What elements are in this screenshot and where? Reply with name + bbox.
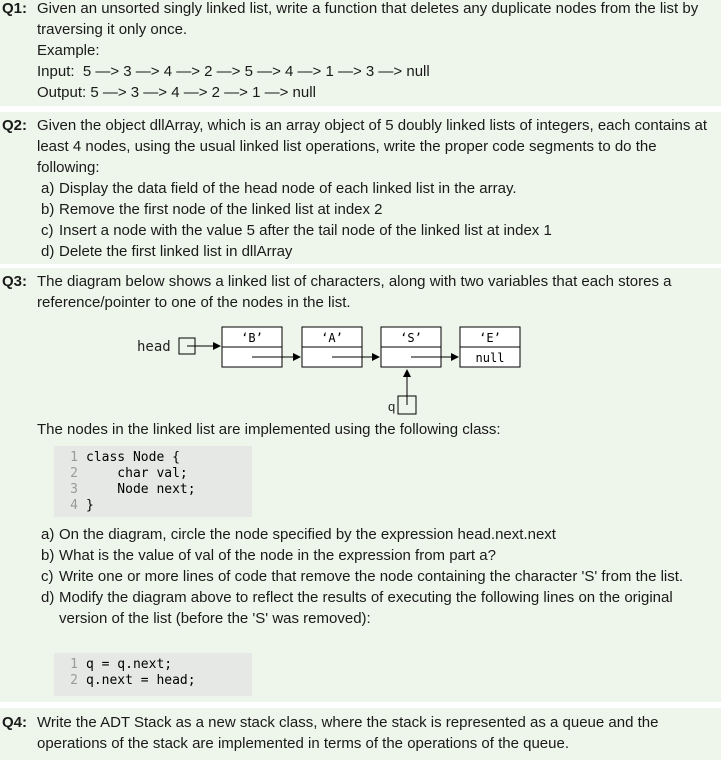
question-3 — [0, 268, 721, 702]
question-label: Q1: — [2, 0, 28, 17]
code-line: 4 } — [70, 498, 94, 513]
node-value: ‘E’ — [479, 331, 501, 345]
question-2 — [0, 112, 721, 264]
question-1 — [0, 0, 721, 106]
question-text: The diagram below shows a linked list of characters, along with two variables that each stores a reference/pointer to one of the nodes in the list. — [37, 273, 672, 311]
question-label: Q3: — [2, 273, 28, 290]
code-block-node-class — [54, 446, 252, 517]
list-node — [460, 327, 520, 367]
code-block-statements — [54, 653, 252, 696]
list-item: b) Remove the first node of the linked list at index 2 — [41, 201, 383, 218]
code-line: 2 q.next = head; — [70, 673, 196, 688]
list-item: c) Write one or more lines of code that remove the node containing the character 'S' from the list. — [41, 568, 684, 585]
list-node — [381, 327, 441, 367]
code-line: 1 class Node { — [70, 450, 180, 465]
question-text: Given the object dllArray, which is an array object of 5 doubly linked lists of integers, each contains at least 4 nodes, using the usual linked list operations, write the proper code segments to do the following: — [37, 117, 708, 176]
head-label: head — [137, 339, 171, 355]
example-label: Example: — [37, 42, 100, 59]
list-item: d) Delete the first linked list in dllArray — [41, 243, 293, 260]
list-item: b) What is the value of val of the node in the expression from part a? — [41, 547, 496, 564]
node-value: ‘S’ — [400, 331, 422, 345]
q-label: q — [388, 399, 396, 414]
node-value: ‘A’ — [321, 331, 343, 345]
question-text: Given an unsorted singly linked list, write a function that deletes any duplicate nodes from the list by traversing it only once. — [37, 0, 699, 38]
list-item: a) Display the data field of the head node of each linked list in the array. — [41, 180, 517, 197]
example-input: Input: 5 —> 3 —> 4 —> 2 —> 5 —> 4 —> 1 —> 3 —> null — [37, 63, 430, 80]
question-4 — [0, 708, 721, 760]
question-text: Write the ADT Stack as a new stack class, where the stack is represented as a queue and the operations of the stack are implemented in terms of the operations of the queue. — [37, 714, 659, 752]
class-intro: The nodes in the linked list are implemented using the following class: — [37, 421, 501, 438]
linked-list-diagram — [0, 322, 721, 422]
null-label: null — [475, 351, 505, 365]
list-item: d) Modify the diagram above to reflect the results of executing the following lines on the original version of the list (before the 'S' was removed): — [41, 589, 673, 627]
list-node — [302, 327, 362, 367]
example-output: Output: 5 —> 3 —> 4 —> 2 —> 1 —> null — [37, 84, 316, 101]
list-item: c) Insert a node with the value 5 after the tail node of the linked list at index 1 — [41, 222, 552, 239]
question-label: Q2: — [2, 117, 28, 134]
code-line: 3 Node next; — [70, 482, 196, 497]
node-value: ‘B’ — [241, 331, 263, 345]
question-label: Q4: — [2, 714, 28, 731]
list-item: a) On the diagram, circle the node specified by the expression head.next.next — [41, 526, 556, 543]
code-line: 1 q = q.next; — [70, 657, 173, 672]
list-node — [222, 327, 282, 367]
code-line: 2 char val; — [70, 466, 188, 481]
